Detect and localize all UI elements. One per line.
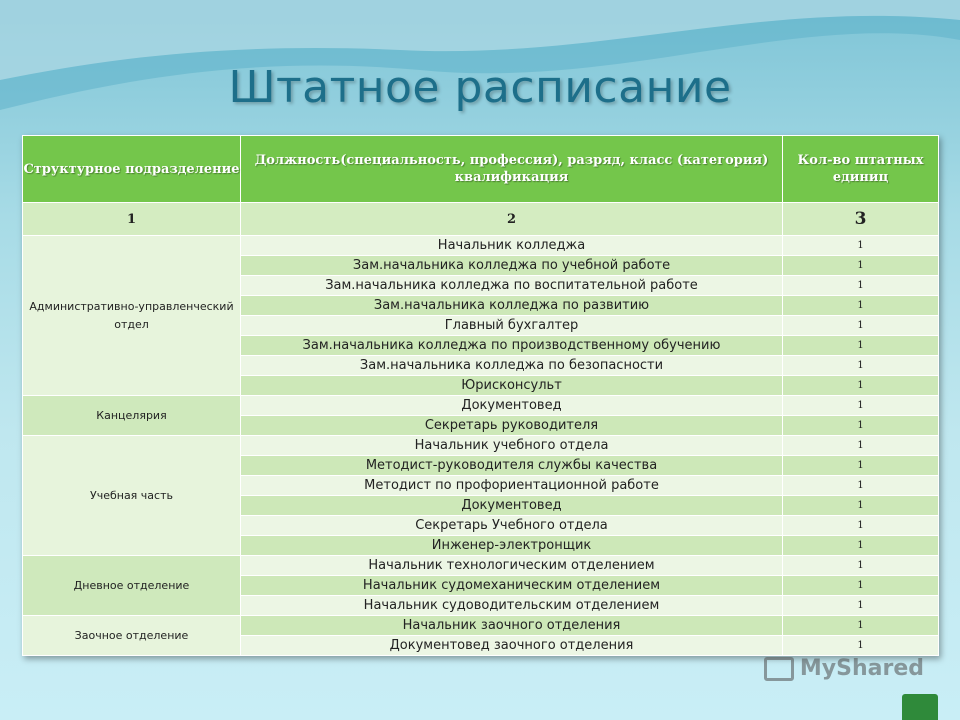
position-count: 1: [783, 436, 939, 456]
position-count: 1: [783, 456, 939, 476]
position-title: Зам.начальника колледжа по развитию: [241, 296, 783, 316]
position-title: Зам.начальника колледжа по учебной работе: [241, 256, 783, 276]
position-title: Секретарь Учебного отдела: [241, 516, 783, 536]
department-name: Учебная часть: [23, 436, 241, 556]
header-col2: Должность(специальность, профессия), разряд, класс (категория) квалификация: [241, 136, 783, 203]
presentation-icon: [764, 657, 794, 681]
header-row: [23, 136, 939, 203]
position-title: Начальник судоводительским отделением: [241, 596, 783, 616]
page-title: Штатное расписание: [228, 62, 732, 113]
table-row: [23, 236, 939, 256]
position-title: Инженер-электронщик: [241, 536, 783, 556]
position-count: 1: [783, 296, 939, 316]
position-title: Документовед: [241, 496, 783, 516]
table-row: [23, 436, 939, 456]
position-count: 1: [783, 576, 939, 596]
position-count: 1: [783, 596, 939, 616]
position-title: Начальник технологическим отделением: [241, 556, 783, 576]
position-count: 1: [783, 616, 939, 636]
position-count: 1: [783, 396, 939, 416]
position-count: 1: [783, 416, 939, 436]
corner-badge: [902, 694, 938, 720]
position-count: 1: [783, 376, 939, 396]
column-number: 3: [783, 203, 939, 236]
position-title: Начальник заочного отделения: [241, 616, 783, 636]
position-title: Начальник учебного отдела: [241, 436, 783, 456]
table-row: [23, 616, 939, 636]
position-count: 1: [783, 256, 939, 276]
position-count: 1: [783, 236, 939, 256]
position-count: 1: [783, 356, 939, 376]
position-count: 1: [783, 636, 939, 656]
department-name: Канцелярия: [23, 396, 241, 436]
position-title: Начальник судомеханическим отделением: [241, 576, 783, 596]
position-title: Документовед заочного отделения: [241, 636, 783, 656]
position-title: Зам.начальника колледжа по производственному обучению: [241, 336, 783, 356]
department-name: Дневное отделение: [23, 556, 241, 616]
table-row: [23, 396, 939, 416]
position-title: Секретарь руководителя: [241, 416, 783, 436]
position-count: 1: [783, 476, 939, 496]
position-count: 1: [783, 556, 939, 576]
position-title: Методист по профориентационной работе: [241, 476, 783, 496]
department-name: Административно-управленческий отдел: [23, 236, 241, 396]
header-col1: Структурное подразделение: [23, 136, 241, 203]
position-count: 1: [783, 276, 939, 296]
column-number: 1: [23, 203, 241, 236]
position-count: 1: [783, 496, 939, 516]
position-title: Методист-руководителя службы качества: [241, 456, 783, 476]
position-title: Главный бухгалтер: [241, 316, 783, 336]
position-count: 1: [783, 336, 939, 356]
department-name: Заочное отделение: [23, 616, 241, 656]
position-title: Зам.начальника колледжа по воспитательной работе: [241, 276, 783, 296]
position-count: 1: [783, 536, 939, 556]
column-number-row: [23, 203, 939, 236]
staff-table: [22, 135, 939, 656]
position-title: Документовед: [241, 396, 783, 416]
watermark: [764, 656, 924, 681]
position-title: Юрисконсульт: [241, 376, 783, 396]
position-title: Начальник колледжа: [241, 236, 783, 256]
position-count: 1: [783, 316, 939, 336]
position-count: 1: [783, 516, 939, 536]
column-number: 2: [241, 203, 783, 236]
position-title: Зам.начальника колледжа по безопасности: [241, 356, 783, 376]
table-row: [23, 556, 939, 576]
watermark-text: MyShared: [799, 656, 924, 681]
header-col3: Кол-во штатных единиц: [783, 136, 939, 203]
